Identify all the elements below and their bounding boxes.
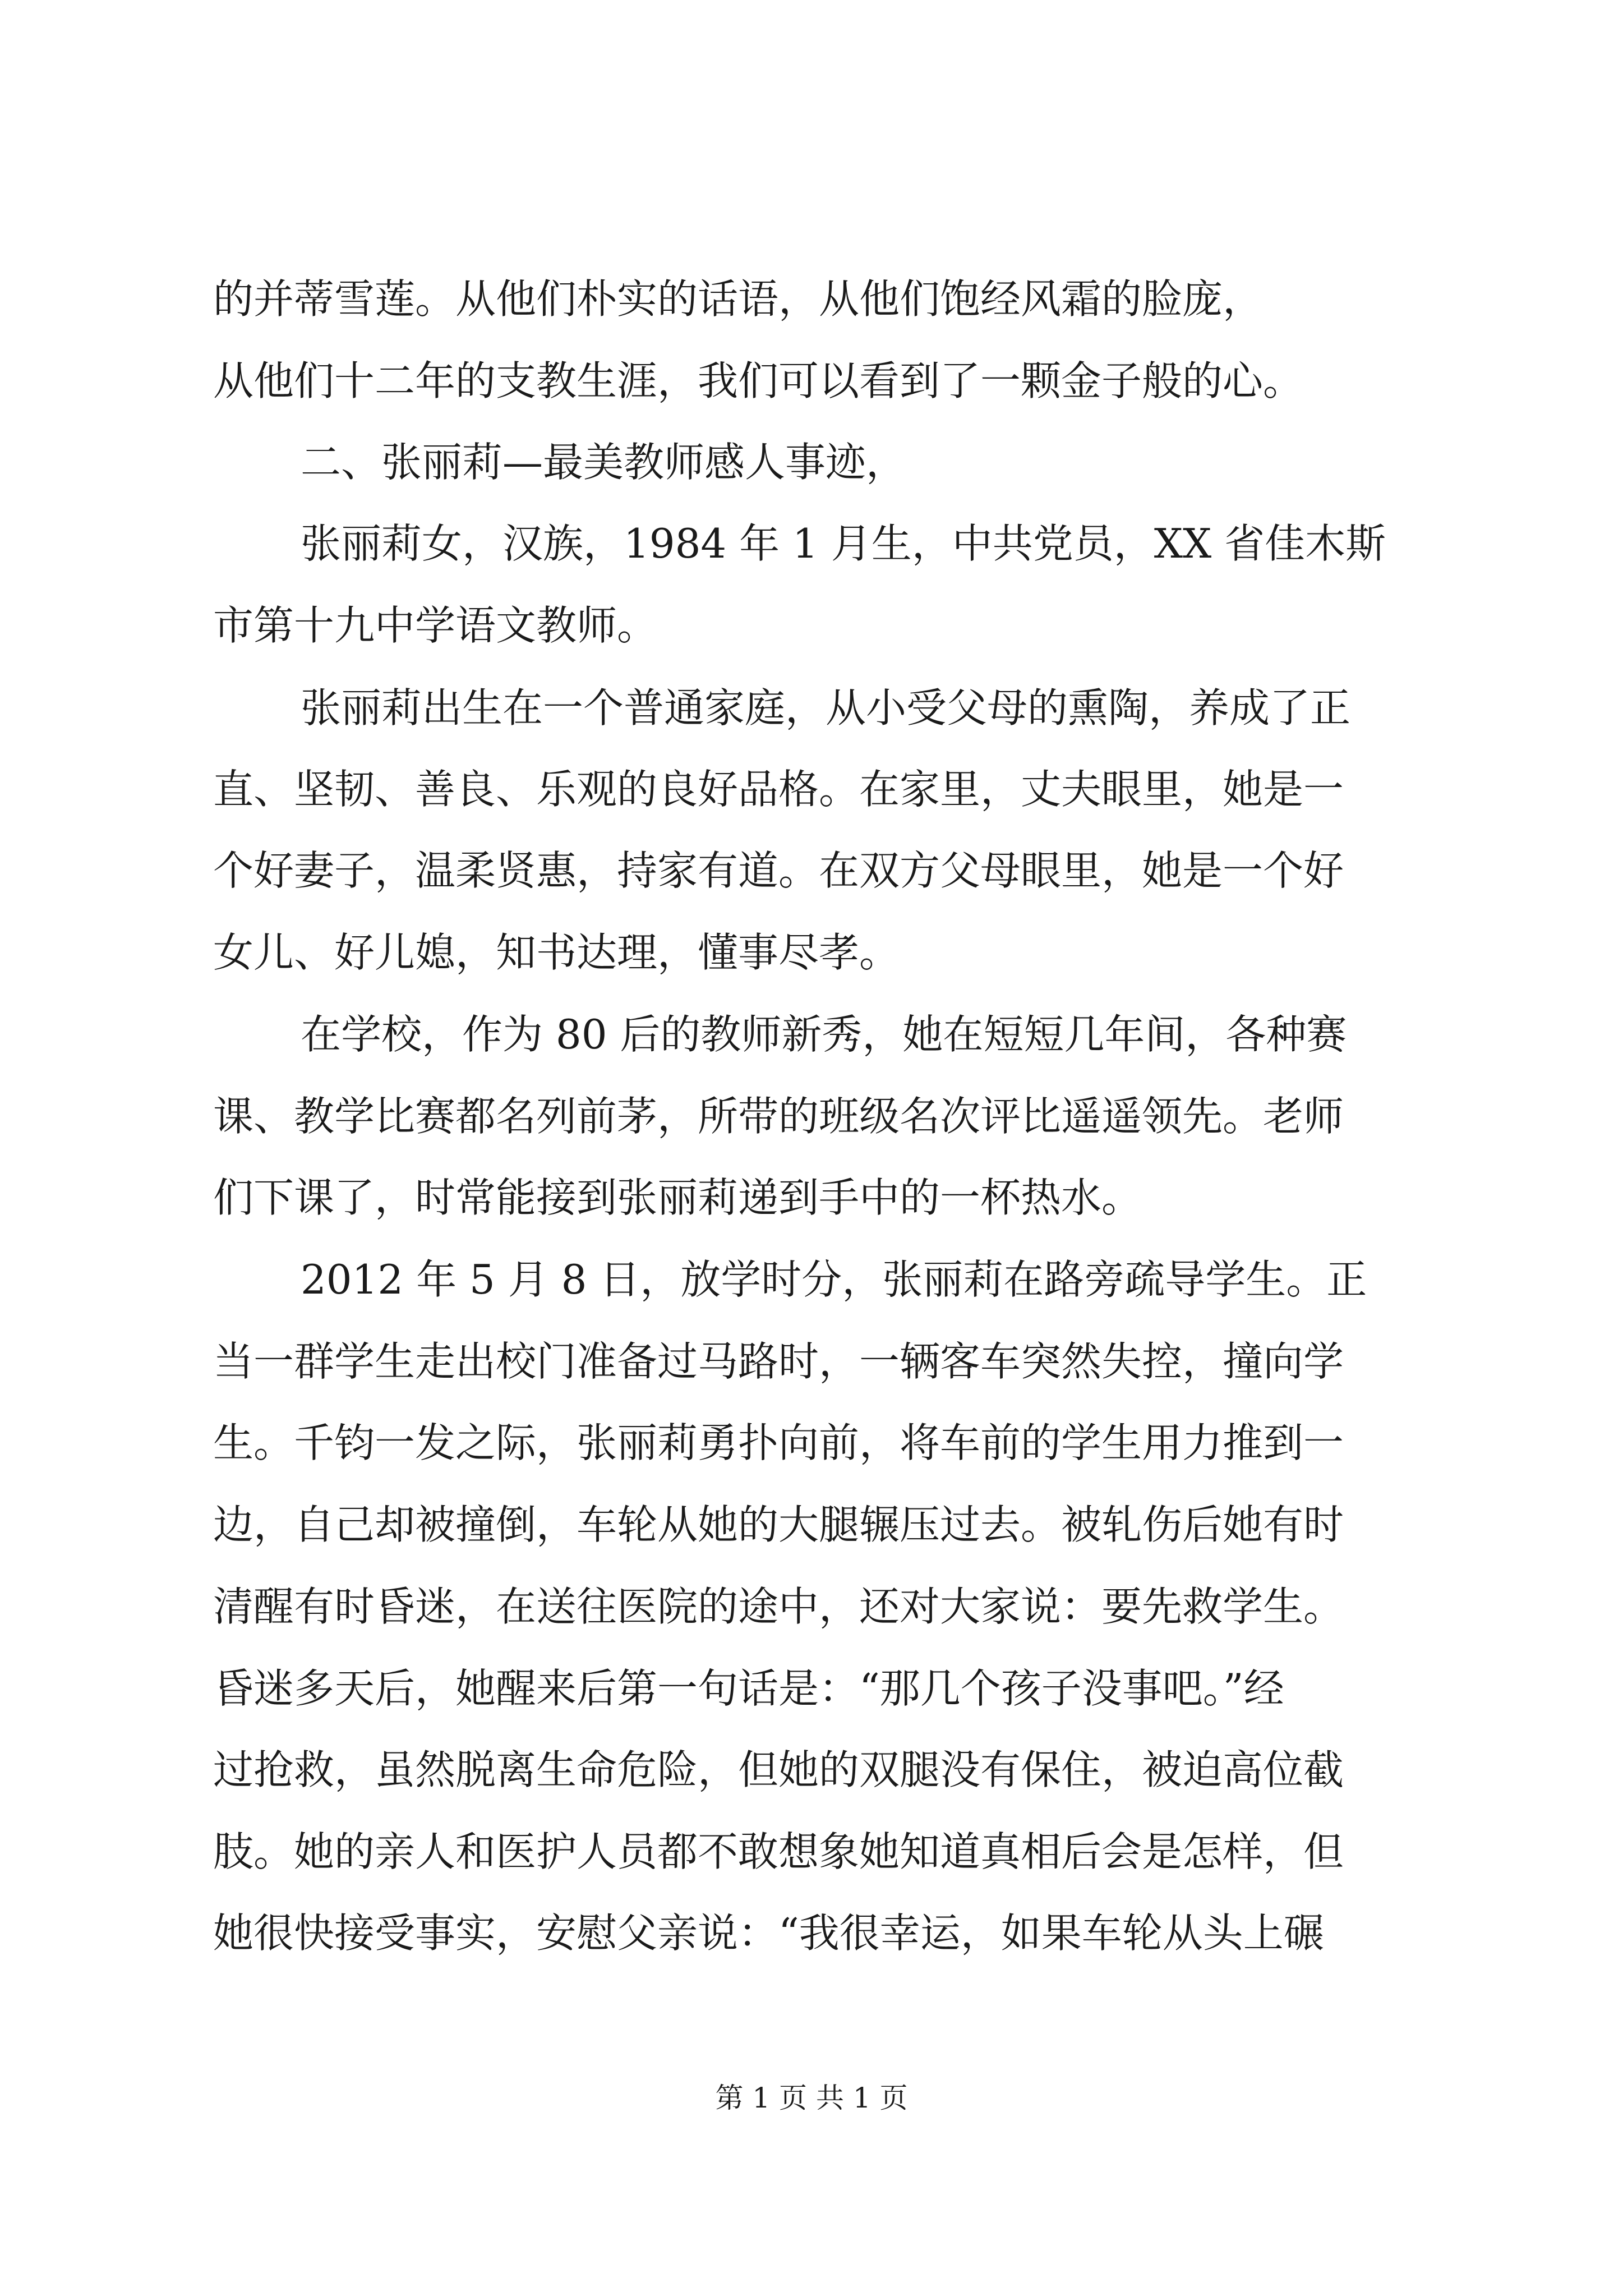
text-line: 课、教学比赛都名列前茅，所带的班级名次评比遥遥领先。老师 (213, 1093, 1344, 1140)
text-line: 清醒有时昏迷，在送往医院的途中，还对大家说：要先救学生。 (213, 1583, 1344, 1630)
page-footer: 第 1 页 共 1 页 (715, 2082, 908, 2114)
text-line: 女儿、好儿媳，知书达理，懂事尽孝。 (213, 929, 900, 976)
text-line: 市第十九中学语文教师。 (213, 602, 658, 649)
text-line: 肢。她的亲人和医护人员都不敢想象她知道真相后会是怎样，但 (213, 1828, 1344, 1875)
text-line: 过抢救，虽然脱离生命危险，但她的双腿没有保住，被迫高位截 (213, 1746, 1344, 1793)
text-line: 直、坚韧、善良、乐观的良好品格。在家里，丈夫眼里，她是一 (213, 766, 1344, 813)
text-line: 2012 年 5 月 8 日，放学时分，张丽莉在路旁疏导学生。正 (301, 1256, 1367, 1303)
text-line: 们下课了，时常能接到张丽莉递到手中的一杯热水。 (213, 1174, 1142, 1221)
text-line: 她很快接受事实，安慰父亲说：“我很幸运，如果车轮从头上碾 (213, 1910, 1324, 1957)
text-line: 的并蒂雪莲。从他们朴实的话语，从他们饱经风霜的脸庞， (213, 275, 1264, 323)
text-line: 张丽莉女，汉族，1984 年 1 月生，中共党员，XX 省佳木斯 (301, 520, 1386, 567)
text-line: 生。千钧一发之际，张丽莉勇扑向前，将车前的学生用力推到一 (213, 1419, 1344, 1466)
text-line: 张丽莉出生在一个普通家庭，从小受父母的熏陶，养成了正 (301, 684, 1351, 731)
section-heading: 二、张丽莉—最美教师感人事迹， (301, 439, 907, 486)
text-line: 当一群学生走出校门准备过马路时，一辆客车突然失控，撞向学 (213, 1338, 1344, 1385)
text-line: 边，自己却被撞倒，车轮从她的大腿辗压过去。被轧伤后她有时 (213, 1501, 1344, 1548)
text-line: 在学校，作为 80 后的教师新秀，她在短短几年间，各种赛 (301, 1011, 1347, 1058)
text-line: 从他们十二年的支教生涯，我们可以看到了一颗金子般的心。 (213, 357, 1304, 404)
text-line: 个好妻子，温柔贤惠，持家有道。在双方父母眼里，她是一个好 (213, 847, 1344, 894)
text-line: 昏迷多天后，她醒来后第一句话是：“那几个孩子没事吧。”经 (213, 1665, 1284, 1712)
